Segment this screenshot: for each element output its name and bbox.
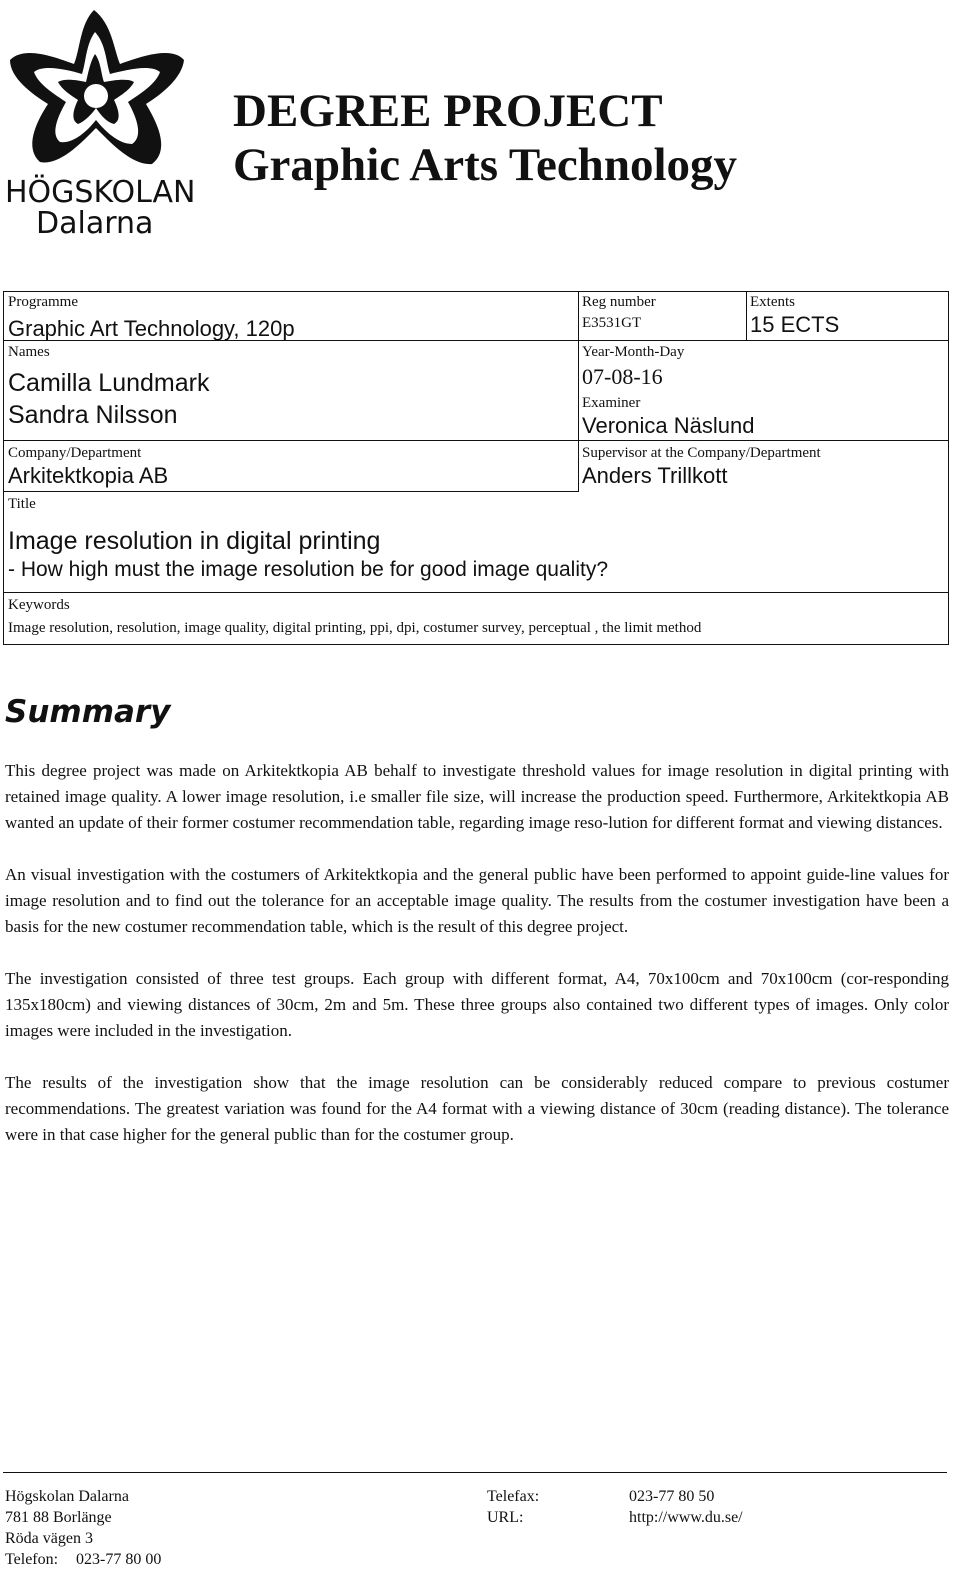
summary-paragraph: An visual investigation with the costumers of Arkitektkopia and the general public have been performed to appoint guide-line values for image resolution and to find out the tolerance for an acceptable image quality. The results from the costumer investigation have been a basis for the new costumer recommendation table, which is the result of this degree project.: [5, 865, 949, 936]
examiner-label: Examiner: [582, 395, 641, 411]
name-1: Camilla Lundmark: [8, 369, 210, 397]
title-value: Image resolution in digital printing: [8, 527, 381, 555]
form-rule: [4, 491, 579, 492]
extents-value: 15 ECTS: [750, 312, 840, 337]
company-label: Company/Department: [8, 445, 142, 461]
company-value: Arkitektkopia AB: [8, 463, 169, 488]
footer-fax-label: Telefax:: [487, 1488, 540, 1505]
summary-heading: Summary: [5, 694, 171, 730]
date-value: 07-08-16: [582, 364, 663, 389]
logo-wordmark-line1: HÖGSKOLAN: [5, 175, 196, 210]
document-title: [233, 84, 737, 192]
programme-value: Graphic Art Technology, 120p: [8, 316, 295, 341]
form-rule: [578, 292, 579, 491]
supervisor-cell: [582, 444, 821, 489]
footer-org: Högskolan Dalarna: [5, 1488, 129, 1505]
footer-postal: 781 88 Borlänge: [5, 1509, 112, 1526]
keywords-cell: [8, 596, 701, 638]
title-cell: [8, 495, 608, 584]
footer-phone-label: Telefon:: [5, 1551, 59, 1568]
footer-fax-value: 023-77 80 50: [629, 1488, 715, 1505]
summary-paragraph: This degree project was made on Arkitektkopia AB behalf to investigate threshold values for image resolution in digital printing with retained image quality. A lower image resolution, i.e smaller file size, will increase the production speed. Furthermore, Arkitektkopia AB wanted an update of their former costumer recommendation table, regarding image reso-lution for different format and viewing distances.: [5, 761, 949, 832]
keywords-value: Image resolution, resolution, image quality, digital printing, ppi, dpi, costumer survey, perceptual , the limit method: [8, 620, 702, 636]
extents-cell: [750, 293, 839, 338]
supervisor-label: Supervisor at the Company/Department: [582, 445, 821, 461]
examiner-cell: [582, 394, 754, 439]
extents-label: Extents: [750, 294, 795, 310]
reg-number-label: Reg number: [582, 294, 656, 310]
date-cell: [582, 343, 684, 390]
title-line-2: Graphic Arts Technology: [233, 139, 738, 191]
star-flower-icon: [2, 2, 192, 177]
supervisor-value: Anders Trillkott: [582, 463, 728, 488]
footer-divider: [3, 1472, 947, 1473]
keywords-label: Keywords: [8, 597, 70, 613]
title-line-1: DEGREE PROJECT: [233, 85, 663, 137]
university-logo: [2, 2, 196, 242]
project-info-form: [3, 291, 949, 645]
footer-phone-value: 023-77 80 00: [76, 1551, 162, 1568]
form-rule: [746, 292, 747, 340]
programme-label: Programme: [8, 294, 78, 310]
form-rule: [4, 592, 948, 593]
reg-number-value: E3531GT: [582, 315, 642, 331]
examiner-value: Veronica Näslund: [582, 413, 755, 438]
subtitle-value: - How high must the image resolution be for good image quality?: [8, 558, 608, 581]
date-label: Year-Month-Day: [582, 344, 685, 360]
summary-paragraph: The results of the investigation show that the image resolution can be considerably reduced compare to previous costumer recommendations. The greatest variation was found for the A4 format with a viewing distance of 30cm (reading distance). The tolerance were in that case higher for the general public than for the costumer group.: [5, 1073, 949, 1144]
company-cell: [8, 444, 168, 489]
logo-wordmark-line2: Dalarna: [36, 206, 154, 241]
footer-url-link[interactable]: http://www.du.se/: [629, 1509, 743, 1526]
footer-url-label: URL:: [487, 1509, 524, 1526]
name-2: Sandra Nilsson: [8, 401, 178, 429]
footer-street: Röda vägen 3: [5, 1530, 93, 1547]
programme-cell: [8, 293, 295, 342]
names-cell: [8, 343, 209, 431]
title-label: Title: [8, 496, 36, 512]
summary-body: [5, 758, 949, 1174]
names-label: Names: [8, 344, 50, 360]
reg-number-cell: [582, 293, 656, 333]
form-rule: [4, 440, 948, 441]
summary-paragraph: The investigation consisted of three test groups. Each group with different format, A4, 70x100cm and 70x100cm (cor-responding 135x180cm) and viewing distances of 30cm, 2m and 5m. These three groups also contained two different types of images. Only color images were included in the investigation.: [5, 969, 949, 1040]
